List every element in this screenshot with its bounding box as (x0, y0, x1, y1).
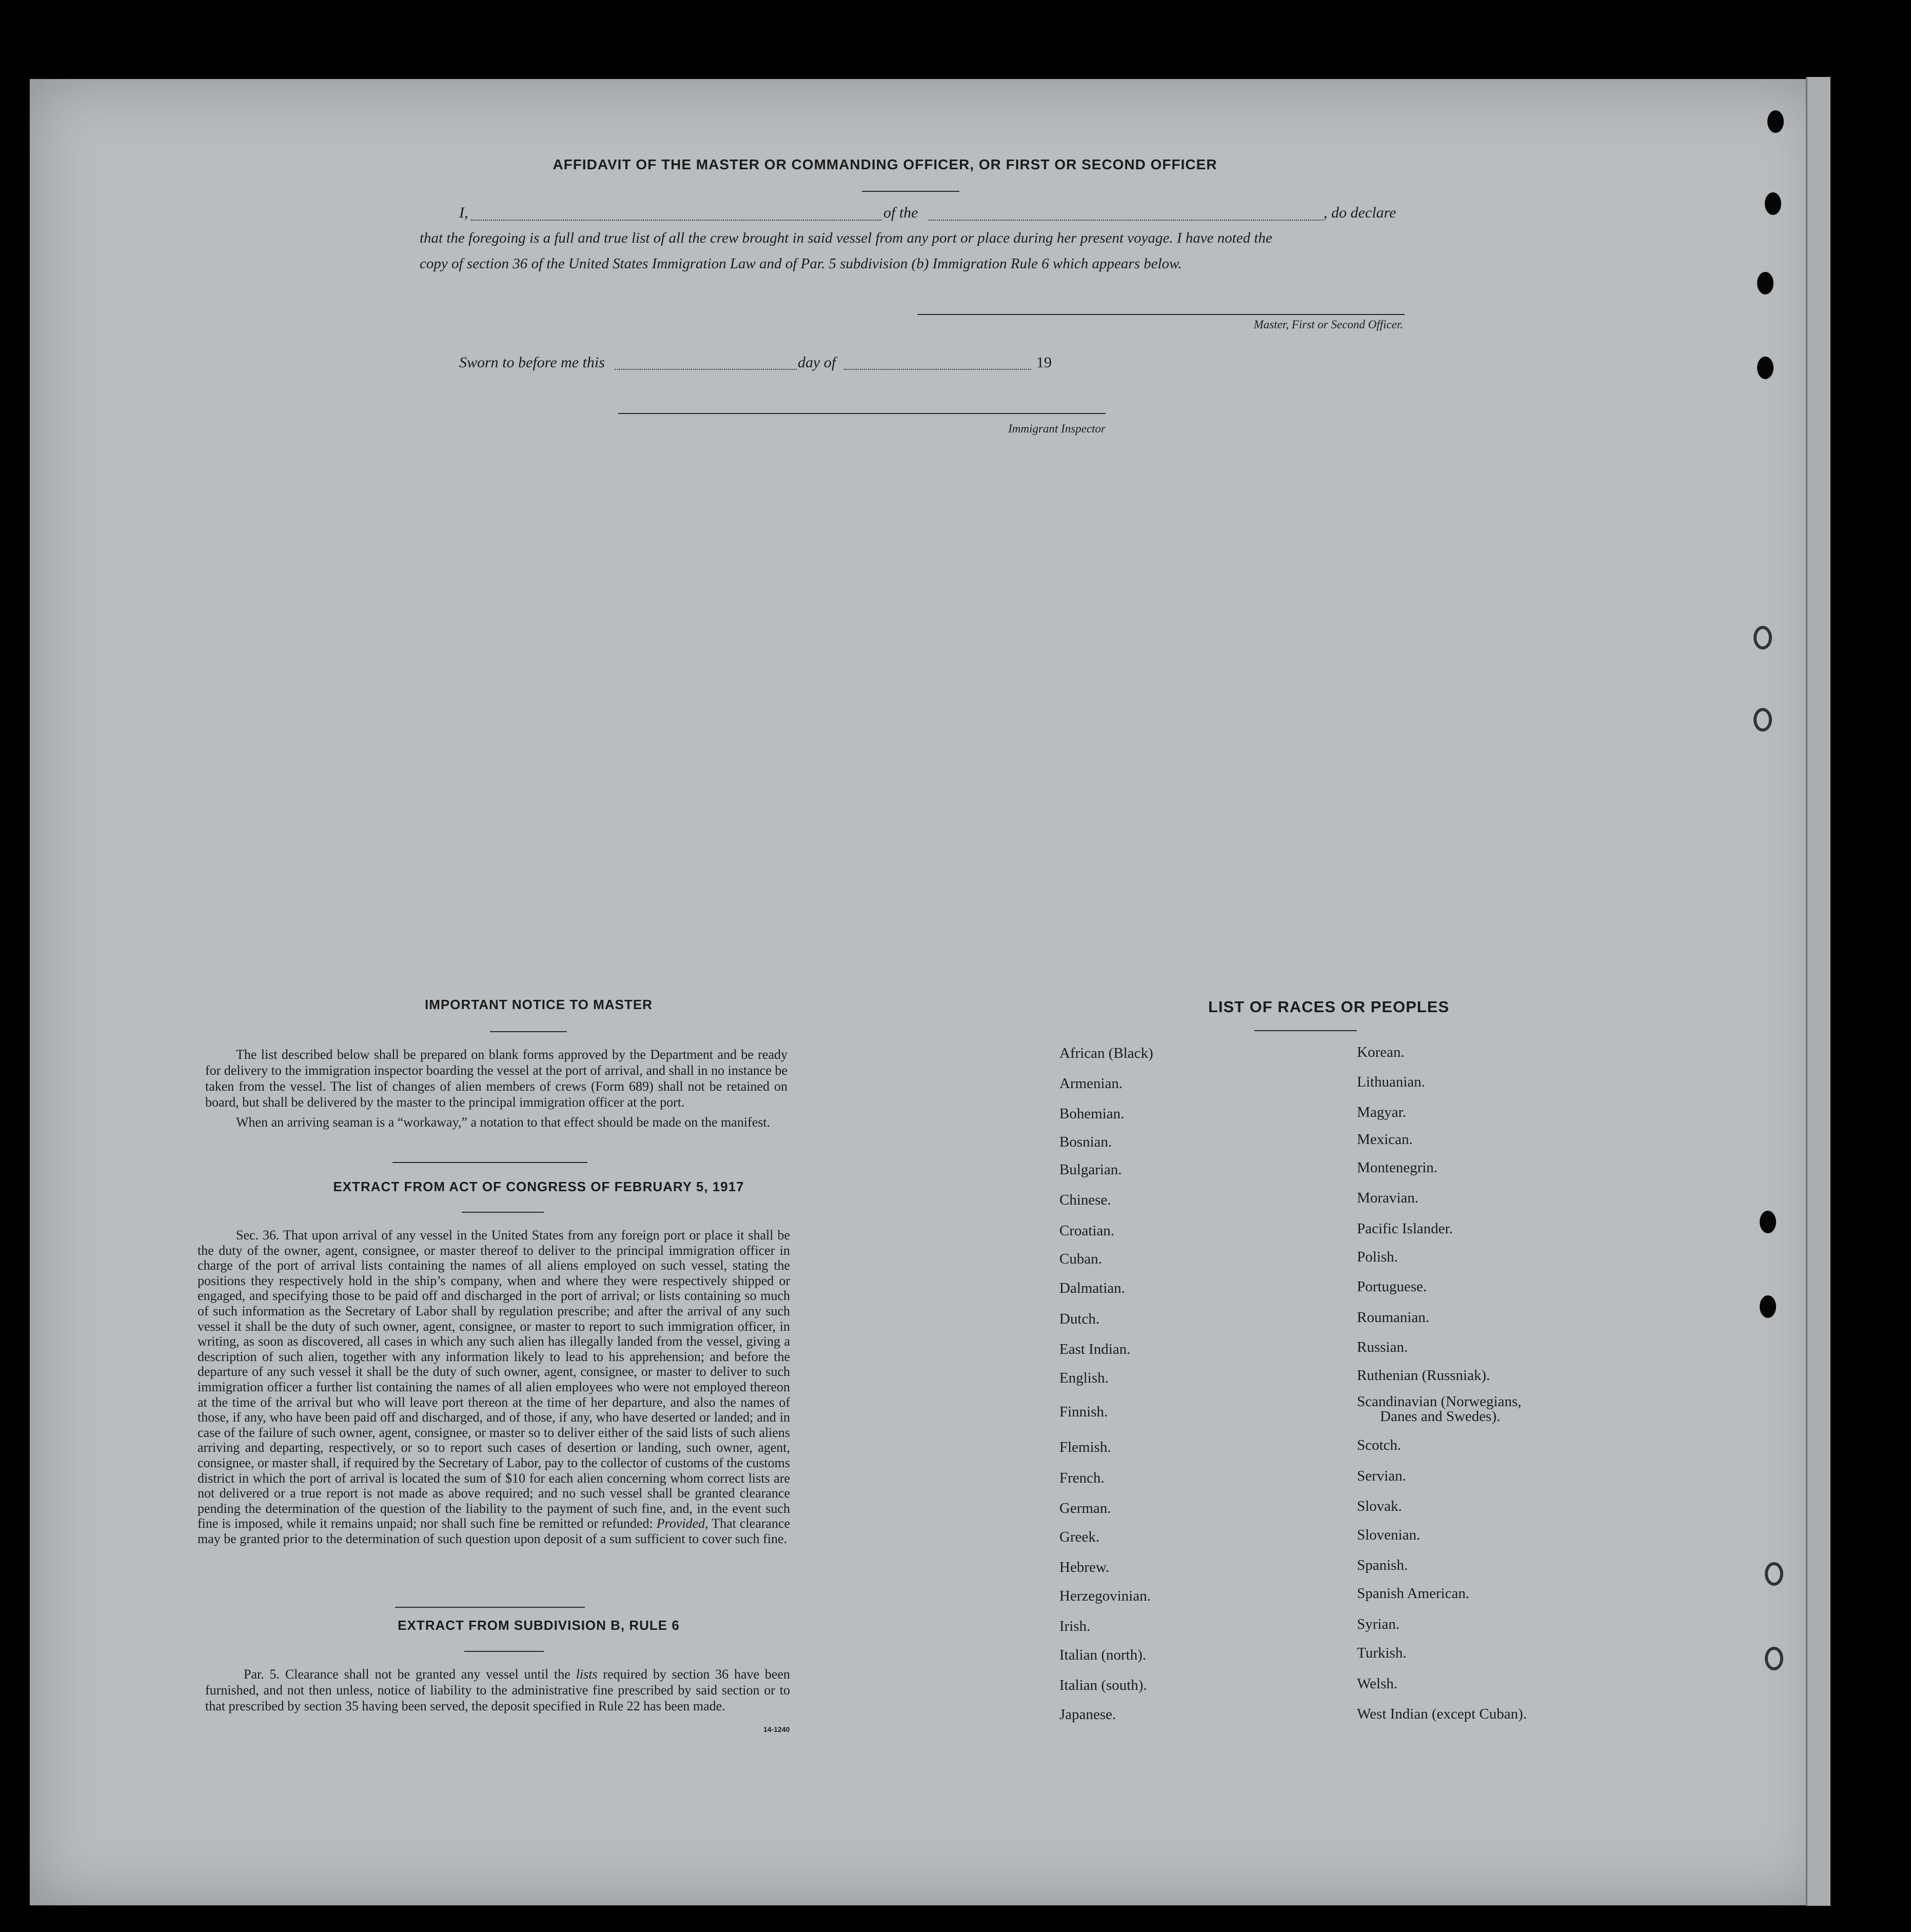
name-blank[interactable] (471, 219, 881, 221)
race-item: German. (1059, 1500, 1111, 1516)
race-item: Scotch. (1357, 1437, 1402, 1453)
divider (1254, 1030, 1357, 1031)
race-item: Spanish. (1357, 1557, 1408, 1573)
race-item: Slovak. (1357, 1498, 1402, 1514)
punch-hole (1757, 357, 1774, 379)
affidavit-line3: copy of section 36 of the United States Immigration Law and of Par. 5 subdivision (b) Immigration Rule 6 which appears below. (420, 255, 1182, 272)
sworn-prefix: Sworn to before me this (459, 354, 605, 371)
sworn-day-blank[interactable] (615, 368, 797, 370)
race-item: African (Black) (1059, 1045, 1153, 1061)
extract-rule-title: EXTRACT FROM SUBDIVISION B, RULE 6 (398, 1618, 680, 1633)
extract-act-text (198, 1228, 790, 1546)
race-item: Armenian. (1059, 1075, 1123, 1092)
race-item: Welsh. (1357, 1675, 1398, 1692)
extract-rule-text (205, 1666, 790, 1714)
sworn-year: 19 (1036, 354, 1052, 371)
race-item: East Indian. (1059, 1341, 1131, 1357)
sworn-month-blank[interactable] (844, 368, 1031, 370)
punch-hole (1754, 708, 1772, 732)
race-item: Syrian. (1357, 1616, 1400, 1632)
race-item: Turkish. (1357, 1645, 1407, 1661)
race-item: Chinese. (1059, 1192, 1111, 1208)
race-item: Servian. (1357, 1468, 1406, 1484)
divider (462, 1212, 544, 1213)
divider (862, 191, 959, 192)
race-item: Danes and Swedes). (1380, 1408, 1501, 1425)
punch-hole (1767, 110, 1784, 133)
punch-hole (1760, 1211, 1776, 1233)
race-item: Croatian. (1059, 1223, 1115, 1239)
race-item: Slovenian. (1357, 1527, 1421, 1543)
race-item: Herzegovinian. (1059, 1588, 1151, 1604)
race-item: Spanish American. (1357, 1585, 1470, 1602)
race-item: Scandinavian (Norwegians, (1357, 1393, 1522, 1410)
race-item: Bohemian. (1059, 1106, 1125, 1122)
form-number: 14-1240 (763, 1725, 790, 1733)
race-item: Magyar. (1357, 1104, 1406, 1120)
inspector-label: Immigrant Inspector (1008, 422, 1106, 435)
race-item: Russian. (1357, 1339, 1408, 1355)
race-item: English. (1059, 1370, 1109, 1386)
race-item: Hebrew. (1059, 1559, 1110, 1575)
punch-hole (1760, 1295, 1776, 1318)
divider (392, 1162, 587, 1163)
race-item: Italian (north). (1059, 1647, 1147, 1663)
extract-act-title: EXTRACT FROM ACT OF CONGRESS OF FEBRUARY 5, 1917 (333, 1179, 744, 1194)
rule-text-after: required by section 36 have been furnished, and not then unless, notice of liability to the administrative fine prescribed by said section or to that prescribed by section 35 having been served, the deposit specified in Rule 22 has been made. (205, 1667, 791, 1713)
divider (395, 1607, 585, 1608)
race-item: Dalmatian. (1059, 1280, 1126, 1296)
race-item: Ruthenian (Russniak). (1357, 1367, 1490, 1384)
affidavit-line1-suffix: , do declare (1324, 204, 1396, 221)
race-item: Irish. (1059, 1618, 1091, 1634)
race-item: Greek. (1059, 1529, 1100, 1545)
section-36-body: That upon arrival of any vessel in the United States from any foreign port or place it shall be the duty of the owner, agent, consignee, or master thereof to deliver to the principal immigration officer in charge of the port of arrival lists containing the names of all aliens employed on such vessel, stating the positions they respectively hold in the ship’s company, when and where they were respectively shipped or engaged, and specifying those to be paid off and discharged in the port of arrival; or lists containing so much of such information as the Secretary of Labor shall by regulation prescribe; and after the arrival of any such vessel it shall be the duty of such owner, agent, consignee, or master to report to such immigration officer, in writing, as soon as discovered, all cases in which any such alien has illegally landed from the vessel, giving a description of such alien, together with any information likely to lead to his apprehension; and before the departure of any such vessel it shall be the duty of such owner, agent, consignee, or master to deliver to such immigration officer a further list containing the names of all alien employees who were not employed thereon at the time of the arrival but who will leave port thereon at the time of her departure, and also the names of those, if any, who have been paid off and discharged, and of those, if any, who have deserted or landed; and in case of the failure of such owner, agent, consignee, or master so to deliver either of the said lists of such aliens arriving and departing, respectively, or so to report such cases of desertion or landing, such owner, agent, consignee, or master shall, if required by the Secretary of Labor, pay to the collector of customs of the customs district in which the port of arrival is located the sum of $10 for each alien concerning whom correct lists are not delivered or a true report is not made as above required; and no such vessel shall be granted clearance pending the determination of the question of the liability to the payment of such fine, and, in the event such fine is imposed, while it remains unpaid; nor shall such fine be remitted or refunded: (198, 1228, 790, 1531)
race-item: Polish. (1357, 1249, 1398, 1265)
notice-paragraph-1: The list described below shall be prepared on blank forms approved by the Department and be ready for delivery to the immigration inspector boarding the vessel at the port of arrival, and shall in no instance be taken from the vessel. The list of changes of alien members of crews (Form 689) shall not be retained on board, but shall be delivered by the master to the principal immigration officer at the port. (205, 1047, 787, 1110)
lists-word: lists (576, 1667, 598, 1682)
race-item: Roumanian. (1357, 1309, 1429, 1326)
section-label: Sec. 36. (236, 1228, 280, 1243)
punch-hole (1765, 192, 1781, 215)
notice-title: IMPORTANT NOTICE TO MASTER (425, 997, 653, 1012)
races-title: LIST OF RACES OR PEOPLES (1208, 998, 1450, 1016)
race-item: Pacific Islander. (1357, 1220, 1453, 1237)
race-item: Bulgarian. (1059, 1161, 1122, 1178)
vessel-blank[interactable] (929, 219, 1324, 221)
race-item: Italian (south). (1059, 1677, 1147, 1693)
race-item: Montenegrin. (1357, 1159, 1438, 1176)
notice-paragraph-2: When an arriving seaman is a “workaway,” a notation to that effect should be made on the manifest. (236, 1115, 771, 1130)
divider (490, 1031, 567, 1032)
rule-text-before: Par. 5. Clearance shall not be granted any vessel until the (244, 1667, 570, 1682)
inspector-signature-line[interactable] (618, 413, 1106, 414)
race-item: Japanese. (1059, 1706, 1116, 1723)
race-item: West Indian (except Cuban). (1357, 1706, 1527, 1722)
punch-hole (1754, 626, 1772, 649)
race-item: Mexican. (1357, 1131, 1413, 1148)
sheet-edge (1806, 77, 1830, 1906)
sworn-mid: day of (798, 354, 836, 371)
punch-hole (1757, 272, 1774, 294)
race-item: Cuban. (1059, 1251, 1102, 1267)
affidavit-line1-mid: of the (883, 204, 918, 221)
provided-word: Provided, (656, 1516, 708, 1531)
race-item: Korean. (1357, 1044, 1405, 1060)
punch-hole (1765, 1647, 1783, 1670)
race-item: Bosnian. (1059, 1134, 1112, 1150)
master-signature-label: Master, First or Second Officer. (1253, 318, 1403, 331)
punch-hole (1765, 1562, 1783, 1586)
race-item: Flemish. (1059, 1439, 1111, 1455)
race-item: Moravian. (1357, 1190, 1419, 1206)
master-signature-line[interactable] (917, 314, 1405, 315)
affidavit-line2: that the foregoing is a full and true list of all the crew brought in said vessel from any port or place during her present voyage. I have noted the (420, 230, 1272, 246)
affidavit-title: AFFIDAVIT OF THE MASTER OR COMMANDING OFFICER, OR FIRST OR SECOND OFFICER (553, 156, 1217, 172)
section-36-tail: That clearance may be granted prior to the determination of such question upon deposit of a sum sufficient to cover such fine. (198, 1516, 791, 1546)
race-item: Dutch. (1059, 1311, 1100, 1327)
race-item: Portuguese. (1357, 1278, 1427, 1295)
divider (464, 1651, 544, 1652)
race-item: French. (1059, 1470, 1105, 1486)
race-item: Lithuanian. (1357, 1074, 1425, 1090)
race-item: Finnish. (1059, 1404, 1108, 1420)
affidavit-line1-prefix: I, (459, 204, 468, 221)
